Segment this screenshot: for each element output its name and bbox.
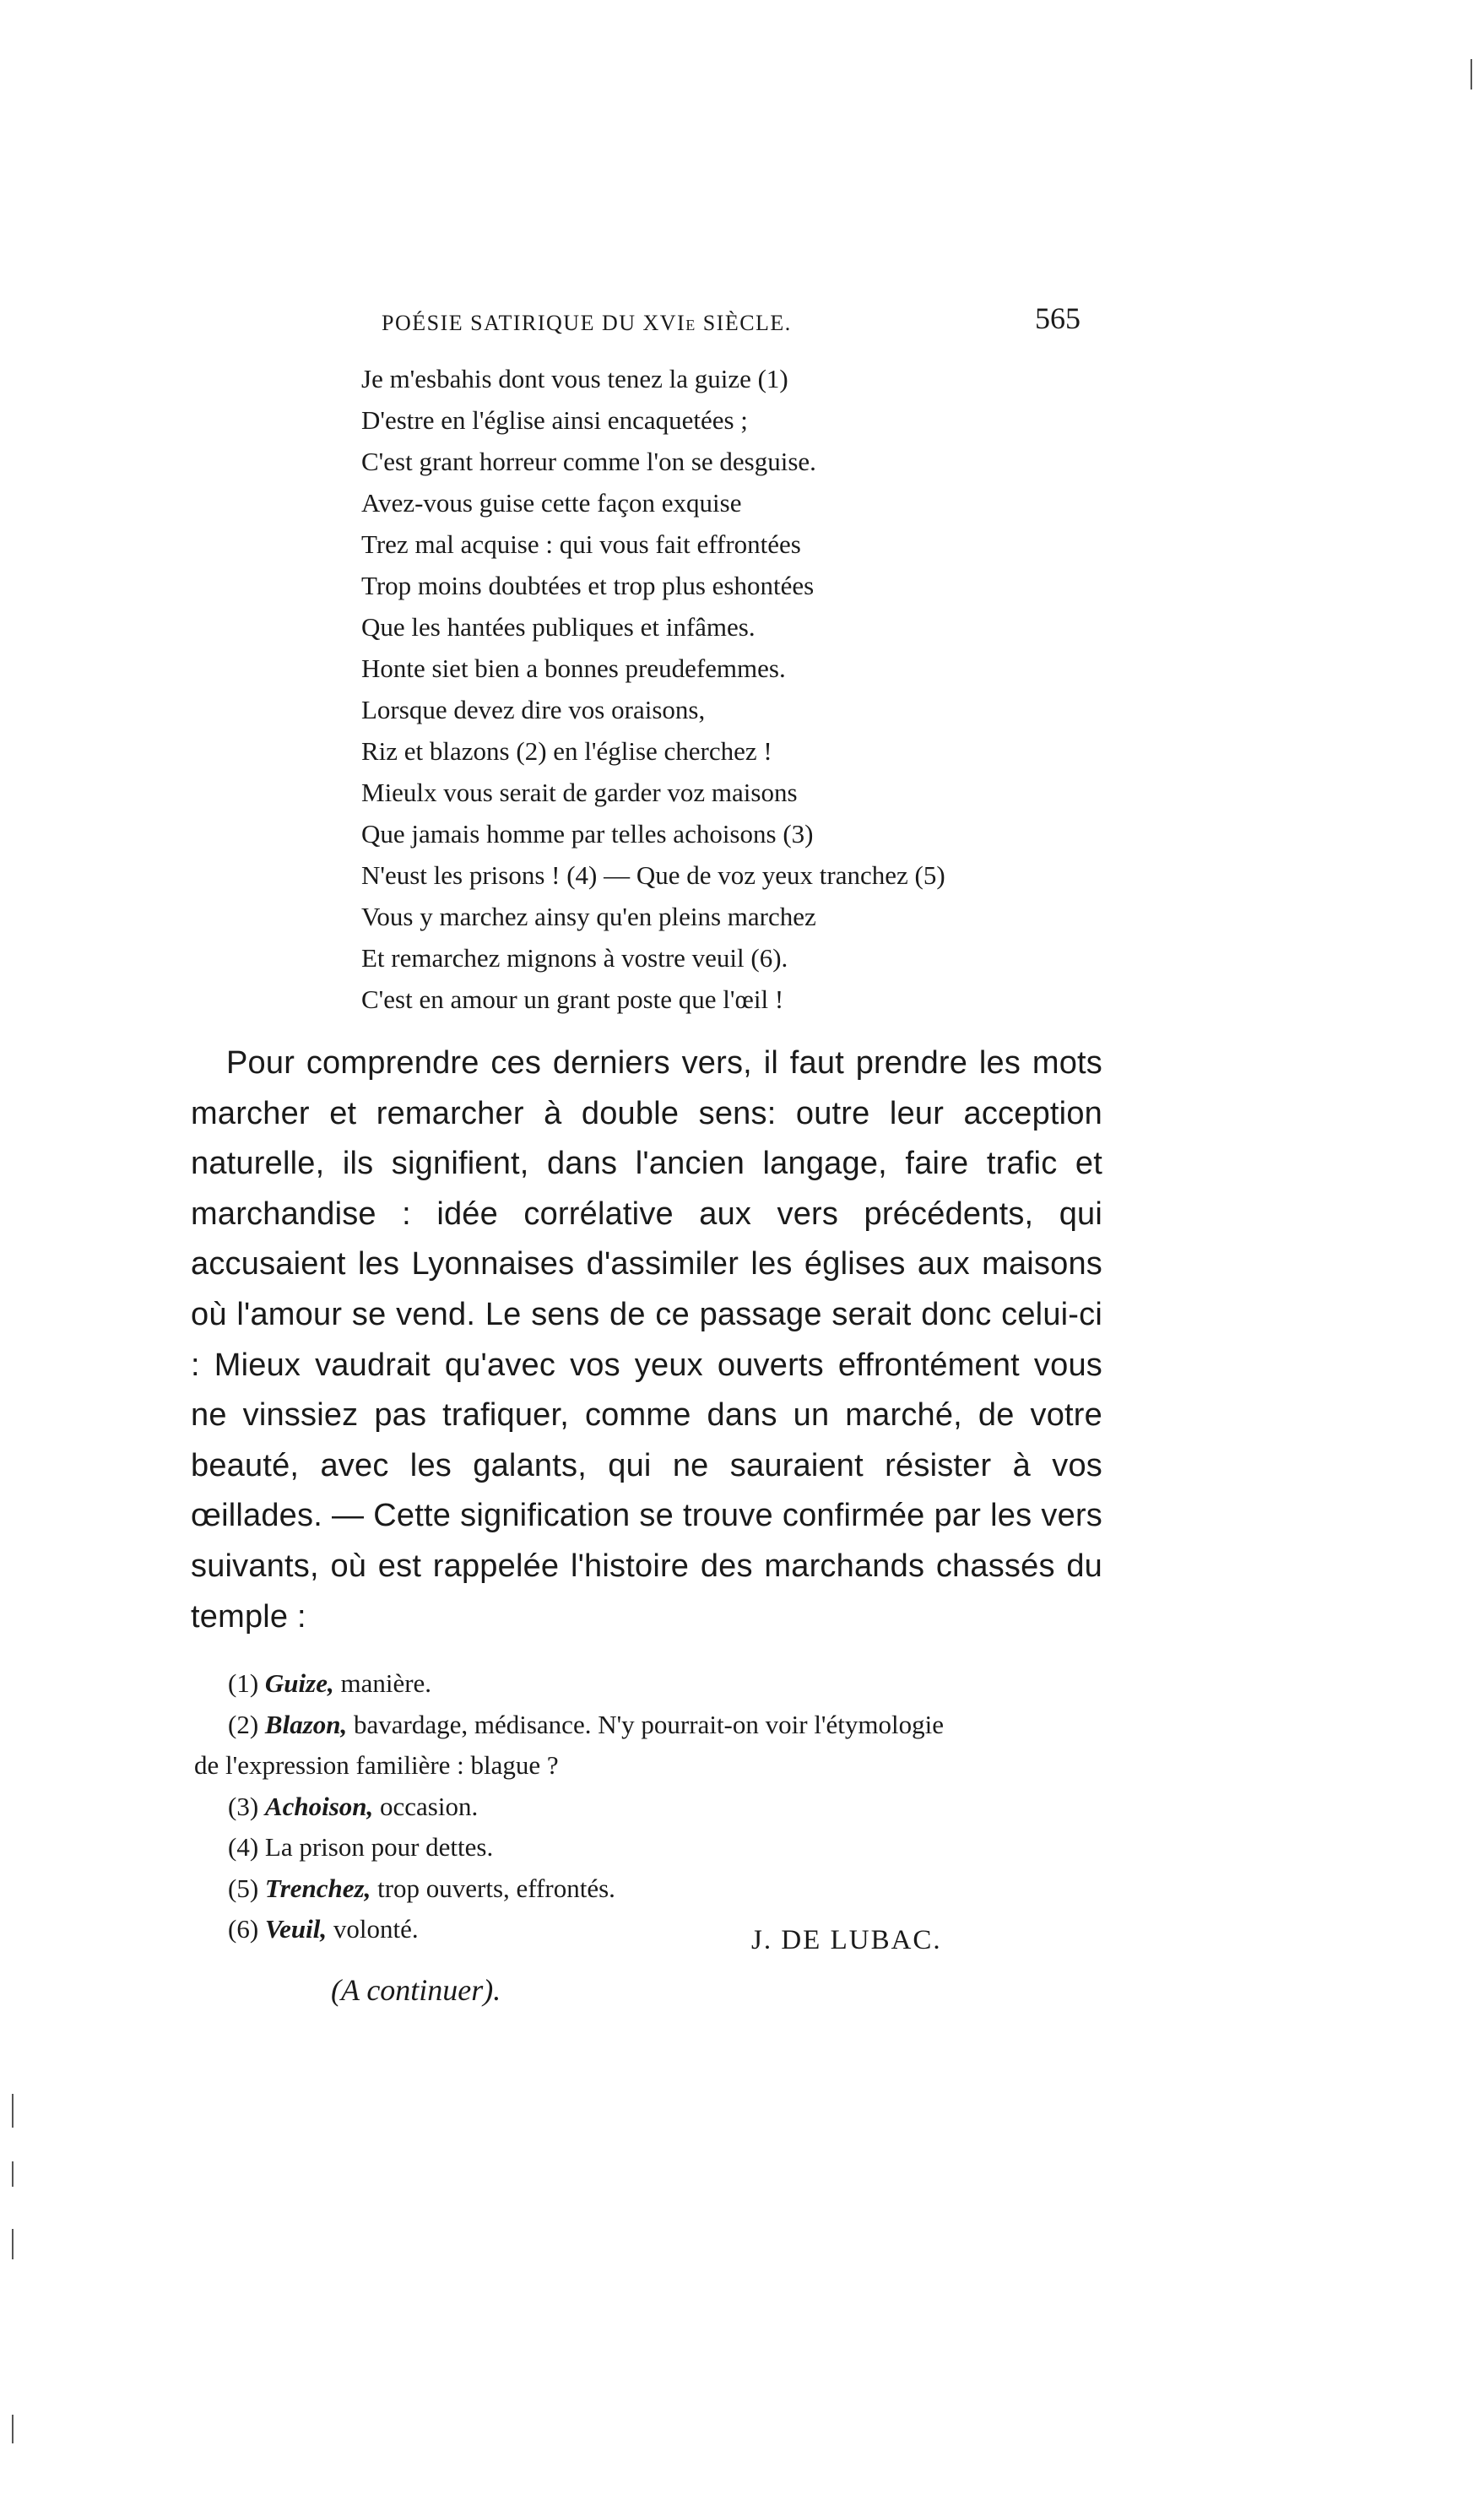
verse-line: D'estre en l'église ainsi encaquetées ; [361,405,748,435]
footnote [194,1745,1106,1787]
verse-line: Lorsque devez dire vos oraisons, [361,695,706,724]
verse-block [361,358,1087,1020]
running-title: POÉSIE SATIRIQUE DU XVIe SIÈCLE. [382,311,792,335]
verse-line: N'eust les prisons ! (4) — Que de voz yeux tranchez (5) [361,860,945,890]
footnote-term: Trenchez, [264,1873,371,1903]
footnote-number: (1) [228,1668,259,1698]
verse-line: Honte siet bien a bonnes preudefemmes. [361,653,786,683]
footnote-number: (2) [228,1709,259,1739]
footnote-text: occasion. [373,1791,479,1821]
verse-line: Trez mal acquise : qui vous fait effrontées [361,529,801,559]
author-signature: J. DE LUBAC. [751,1925,942,1955]
scan-mark [12,2415,14,2443]
footnote-term: Achoison, [264,1791,374,1821]
verse-line: Riz et blazons (2) en l'église cherchez ! [361,736,772,766]
scan-mark [1470,59,1472,89]
prose-paragraph: Pour comprendre ces derniers vers, il faut prendre les mots marcher et remarcher à double sens: outre leur acception naturelle, ils signifient, dans l'ancien langage, faire trafic et marchandise : idée corrélative aux vers précédents, qui accusaient les Lyonnaises d'assimiler les églises aux maisons où l'amour se vend. Le sens de ce passage serait donc celui-ci : Mieux vaudrait qu'avec vos yeux ouverts effrontément vous ne vinssiez pas trafiquer, comme dans un marché, de votre beauté, avec les galants, qui ne sauraient résister à vos œillades. — Cette signification se trouve confirmée par les vers suivants, où est rappelée l'histoire des marchands chassés du temple : [191,1045,1102,1635]
verse-line: Trop moins doubtées et trop plus eshontées [361,571,815,600]
footnote [194,1868,1106,1910]
continuation-note: (A continuer). [331,1973,501,2007]
footnote-number: (3) [228,1791,259,1821]
footnote-text: de l'expression familière : blague ? [194,1750,559,1780]
footnote-term: Guize, [264,1668,334,1698]
verse-line: Que les hantées publiques et infâmes. [361,612,756,642]
footnote [194,1827,1106,1868]
footnotes-block [194,1663,1106,1950]
scan-mark [12,2229,14,2259]
footnote-number: (6) [228,1914,259,1944]
footnote-text: La prison pour dettes. [264,1832,494,1862]
page-number: 565 [1035,301,1081,335]
footnote-number: (4) [228,1832,259,1862]
footnote-text: volonté. [327,1914,419,1944]
footnote [194,1787,1106,1828]
verse-line: Que jamais homme par telles achoisons (3) [361,819,814,849]
footnote-text: bavardage, médisance. N'y pourrait-on voir l'étymologie [347,1709,944,1739]
verse-line: Je m'esbahis dont vous tenez la guize (1) [361,364,788,393]
verse-line: C'est en amour un grant poste que l'œil ! [361,984,784,1014]
scan-mark [12,2094,14,2128]
footnote-term: Veuil, [264,1914,328,1944]
verse-line: Avez-vous guise cette façon exquise [361,488,742,518]
footnote [194,1663,1106,1705]
verse-line: C'est grant horreur comme l'on se desguise. [361,447,816,476]
footnote [194,1705,1106,1746]
prose-block [191,1038,1102,1642]
verse-line: Vous y marchez ainsy qu'en pleins marchez [361,902,816,931]
footnote-term: Blazon, [264,1709,348,1739]
footnote-number: (5) [228,1873,259,1903]
page-header [371,301,1081,341]
verse-line: Et remarchez mignons à vostre veuil (6). [361,943,788,973]
scan-mark [12,2161,14,2187]
verse-line: Mieulx vous serait de garder voz maisons [361,778,798,807]
footnote [194,1909,1106,1950]
footnote-text: trop ouverts, effrontés. [371,1873,615,1903]
footnote-text: manière. [333,1668,432,1698]
